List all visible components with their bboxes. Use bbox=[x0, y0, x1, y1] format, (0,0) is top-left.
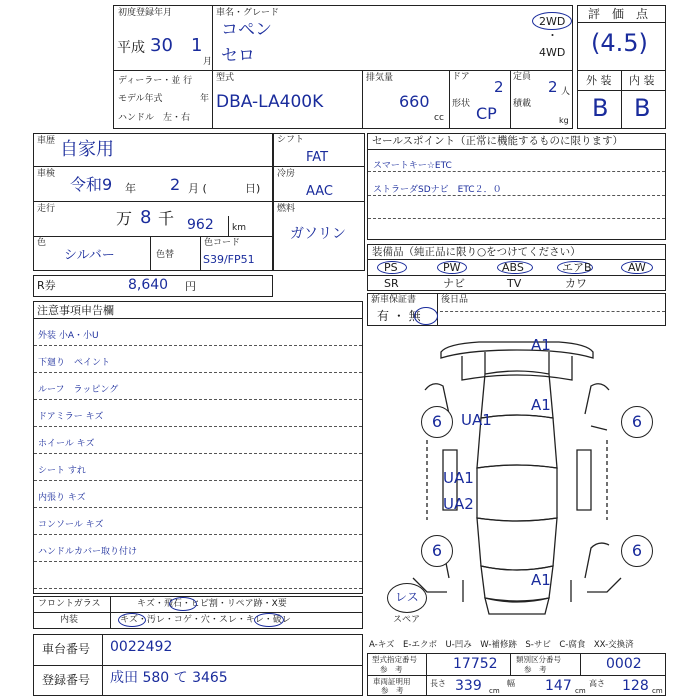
exterior-grade: B bbox=[592, 94, 609, 122]
wheel-mark-front-right: 6 bbox=[621, 406, 653, 438]
reg-year: 30 bbox=[150, 35, 173, 56]
recycle-label: R券 bbox=[37, 279, 56, 292]
width-label: 幅 bbox=[507, 679, 515, 688]
divider bbox=[33, 318, 363, 319]
damage-mark-door: UA1 bbox=[443, 469, 474, 487]
divider bbox=[102, 634, 103, 696]
chassis-label: 車台番号 bbox=[42, 642, 91, 656]
type-value: DBA-LA400K bbox=[216, 92, 324, 112]
length-label: 長さ bbox=[430, 679, 446, 688]
dealer-label: ディーラー・並 行 bbox=[118, 76, 193, 86]
equip-ps: PS bbox=[384, 261, 398, 274]
size-sub: 参 考 bbox=[381, 686, 404, 695]
divider bbox=[426, 675, 427, 696]
divider bbox=[33, 166, 273, 167]
header-block bbox=[113, 5, 573, 129]
divider bbox=[368, 195, 665, 196]
rating-score: (4.5) bbox=[591, 29, 648, 57]
drive-dot: ・ bbox=[547, 29, 558, 42]
drive-4wd: 4WD bbox=[539, 46, 566, 59]
notes-item: ルーフ ラッピング bbox=[38, 385, 119, 395]
divider bbox=[437, 293, 438, 326]
type-designation-sub: 参 考 bbox=[380, 665, 403, 674]
person-unit: 人 bbox=[561, 87, 571, 97]
inspection-year-unit: 年 bbox=[125, 182, 136, 195]
warranty-value: 有 ・ 無 bbox=[377, 309, 421, 323]
handle-label: ハンドル 左・右 bbox=[118, 113, 191, 123]
notes-divider bbox=[34, 399, 362, 400]
divider bbox=[449, 70, 450, 129]
shift-label: シフト bbox=[277, 135, 305, 145]
equip-sr: SR bbox=[384, 277, 399, 290]
load-label: 積載 bbox=[513, 99, 532, 109]
damage-mark-front-bumper: A1 bbox=[531, 336, 551, 354]
warranty-circle bbox=[414, 307, 438, 325]
notes-divider bbox=[34, 480, 362, 481]
kg-unit: kg bbox=[559, 116, 569, 125]
equipment-label: 装備品（純正品に限り○をつけてください） bbox=[372, 246, 581, 258]
divider bbox=[228, 216, 229, 236]
warranty-label: 新車保証書 bbox=[371, 295, 417, 305]
notes-divider bbox=[34, 453, 362, 454]
divider bbox=[367, 675, 666, 676]
cc-unit: cc bbox=[434, 113, 444, 123]
mileage-value: 8 bbox=[140, 207, 152, 228]
month-unit: 月 bbox=[203, 57, 213, 67]
front-glass-label: フロントガラス bbox=[38, 599, 101, 609]
equip-navi: ナビ bbox=[443, 277, 465, 290]
divider bbox=[110, 596, 111, 629]
notes-item: 外装 小A・小U bbox=[38, 331, 99, 341]
notes-item: 下廻り ペイント bbox=[38, 358, 111, 368]
wheel-mark-rear-left: 6 bbox=[421, 535, 453, 567]
notes-divider bbox=[34, 534, 362, 535]
interior-label: 内装 bbox=[60, 615, 79, 625]
capacity-label: 定員 bbox=[513, 72, 532, 82]
height-label: 高さ bbox=[589, 679, 605, 688]
shape-value: CP bbox=[476, 104, 497, 123]
length-unit: cm bbox=[489, 687, 500, 695]
ac-label: 冷房 bbox=[277, 169, 296, 179]
divider bbox=[426, 653, 427, 675]
divider bbox=[33, 612, 363, 613]
yen-unit: 円 bbox=[185, 280, 196, 293]
category-value: 0002 bbox=[606, 656, 642, 672]
equip-tv: TV bbox=[507, 277, 522, 290]
color-value: シルバー bbox=[64, 248, 115, 263]
car-diagram bbox=[367, 330, 666, 620]
displacement-label: 排気量 bbox=[366, 73, 394, 83]
equip-pw: PW bbox=[443, 261, 461, 274]
divider bbox=[33, 236, 273, 237]
divider bbox=[362, 70, 363, 129]
divider bbox=[577, 22, 666, 23]
divider bbox=[273, 166, 365, 167]
inspection-month: 2 bbox=[170, 175, 181, 194]
height-unit: cm bbox=[652, 687, 663, 695]
divider bbox=[580, 653, 581, 675]
history-label: 車歴 bbox=[37, 136, 56, 146]
car-name: コペン bbox=[221, 20, 272, 40]
interior-value: キズ・汚レ・コゲ・穴・スレ・キレ・破レ bbox=[120, 615, 291, 625]
recycle-value: 8,640 bbox=[128, 277, 169, 293]
divider bbox=[367, 149, 666, 150]
fuel-label: 燃料 bbox=[277, 204, 296, 214]
divider bbox=[113, 70, 573, 71]
notes-divider bbox=[34, 345, 362, 346]
divider bbox=[621, 70, 622, 129]
reg-month: 1 bbox=[191, 35, 203, 56]
notes-divider bbox=[34, 588, 362, 589]
first-reg-label: 初度登録年月 bbox=[118, 8, 173, 18]
interior-grade: B bbox=[634, 94, 651, 122]
notes-divider bbox=[34, 561, 362, 562]
wheel-mark-front-left: 6 bbox=[421, 406, 453, 438]
notes-item: 内張り キズ bbox=[38, 493, 86, 503]
mileage-sen: 千 bbox=[158, 209, 175, 228]
drive-2wd: 2WD bbox=[539, 15, 566, 28]
divider bbox=[273, 201, 365, 202]
km-unit: km bbox=[232, 223, 246, 233]
spare-label: スペア bbox=[393, 615, 421, 625]
color-code-label: 色コード bbox=[204, 238, 241, 248]
divider bbox=[200, 236, 201, 271]
width-unit: cm bbox=[575, 687, 586, 695]
notes-item: コンソール キズ bbox=[38, 520, 104, 530]
divider bbox=[33, 665, 363, 666]
delivery-label: 後日品 bbox=[441, 295, 469, 305]
exterior-label: 外 装 bbox=[586, 74, 612, 87]
equip-leather: カワ bbox=[565, 277, 587, 290]
displacement-value: 660 bbox=[399, 92, 430, 111]
history-value: 自家用 bbox=[60, 139, 114, 160]
chassis-value: 0022492 bbox=[110, 639, 173, 655]
plate-label: 登録番号 bbox=[42, 673, 91, 687]
era-label: 平成 bbox=[117, 40, 145, 56]
damage-legend: A-キズ E-エクボ U-凹み W-補修跡 S-サビ C-腐食 XX-交換済 bbox=[369, 640, 634, 650]
notes-divider bbox=[34, 507, 362, 508]
interior-label: 内 装 bbox=[629, 74, 655, 87]
divider bbox=[510, 653, 511, 675]
length-value: 339 bbox=[455, 678, 482, 694]
type-designation-value: 17752 bbox=[453, 656, 498, 672]
year-unit: 年 bbox=[200, 94, 210, 104]
sales-point-2: ストラーダSDナビ ETC２．０ bbox=[373, 185, 502, 195]
notes-item: ハンドルカバー取り付け bbox=[38, 547, 138, 557]
ac-value: AAC bbox=[306, 184, 333, 199]
notes-item: ドアミラー キズ bbox=[38, 412, 104, 422]
shape-label: 形状 bbox=[452, 99, 471, 109]
divider bbox=[510, 70, 511, 129]
sales-points-label: セールスポイント（正常に機能するものに限ります） bbox=[372, 135, 624, 147]
mileage-man: 万 bbox=[116, 209, 133, 228]
mileage-label: 走行 bbox=[37, 204, 56, 214]
capacity-value: 2 bbox=[548, 78, 558, 96]
spare-mark: レス bbox=[387, 583, 427, 613]
rating-label: 評 価 点 bbox=[588, 7, 649, 21]
shift-value: FAT bbox=[306, 150, 329, 165]
equip-airbag: エアB bbox=[562, 261, 592, 274]
inspection-label: 車検 bbox=[37, 169, 56, 179]
wheel-mark-rear-right: 6 bbox=[621, 535, 653, 567]
fuel-value: ガソリン bbox=[290, 226, 346, 242]
door-value: 2 bbox=[494, 78, 504, 96]
color-change-label: 色替 bbox=[156, 250, 175, 260]
color-label: 色 bbox=[37, 238, 47, 248]
divider bbox=[367, 259, 666, 260]
interior-circle-wear bbox=[254, 613, 284, 627]
inspection-month-unit: 月 ( bbox=[188, 182, 207, 195]
interior-circle-scratch bbox=[118, 613, 146, 627]
door-label: ドア bbox=[452, 72, 470, 82]
notes-item: シート すれ bbox=[38, 466, 86, 476]
width-value: 147 bbox=[545, 678, 572, 694]
divider bbox=[368, 171, 665, 172]
inspection-day-unit: 日) bbox=[245, 182, 261, 195]
notes-label: 注意事項申告欄 bbox=[37, 304, 114, 317]
equip-abs: ABS bbox=[502, 261, 524, 274]
height-value: 128 bbox=[622, 678, 649, 694]
divider bbox=[440, 311, 665, 312]
divider bbox=[212, 5, 213, 129]
damage-mark-hood: A1 bbox=[531, 396, 551, 414]
damage-mark-trunk: A1 bbox=[531, 571, 551, 589]
type-label: 型式 bbox=[216, 73, 235, 83]
mileage-rest: 962 bbox=[187, 217, 214, 233]
front-glass-value: キズ・飛石・ヒビ割・リペア跡・X要 bbox=[137, 599, 287, 609]
notes-divider bbox=[34, 426, 362, 427]
grade: セロ bbox=[221, 46, 255, 66]
divider bbox=[368, 218, 665, 219]
name-label: 車名・グレード bbox=[216, 8, 280, 18]
inspection-era: 令和9 bbox=[70, 175, 113, 194]
category-label: 類別区分番号 bbox=[516, 655, 561, 664]
divider bbox=[367, 275, 666, 276]
size-label: 車両証明用 bbox=[373, 677, 411, 686]
divider bbox=[150, 236, 151, 271]
color-code-value: S39/FP51 bbox=[203, 253, 255, 266]
divider bbox=[33, 201, 273, 202]
damage-mark-rocker: UA2 bbox=[443, 495, 474, 513]
equip-aw: AW bbox=[628, 261, 646, 274]
notes-item: ホイール キズ bbox=[38, 439, 95, 449]
type-designation-label: 型式指定番号 bbox=[372, 655, 417, 664]
front-glass-circle bbox=[169, 597, 197, 611]
model-year-label: モデル年式 bbox=[118, 94, 163, 104]
damage-mark-fender: UA1 bbox=[461, 411, 492, 429]
notes-divider bbox=[34, 372, 362, 373]
sales-point-1: スマートキー☆ETC bbox=[373, 161, 452, 171]
category-sub: 参 考 bbox=[524, 665, 547, 674]
plate-value: 成田 580 て 3465 bbox=[110, 670, 228, 686]
